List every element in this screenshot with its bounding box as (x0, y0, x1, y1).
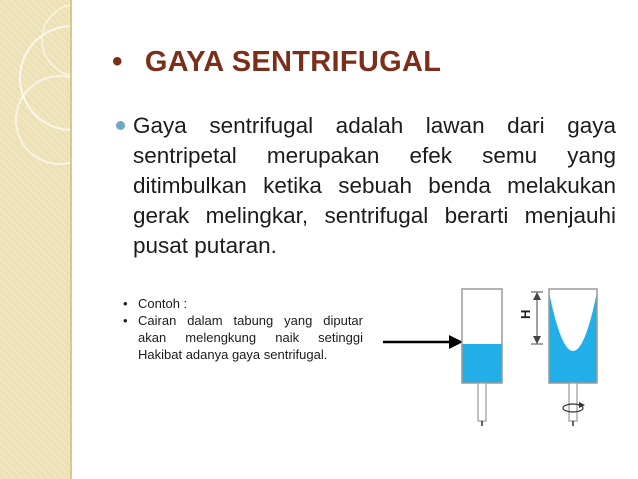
arrow-icon (383, 335, 463, 349)
main-bullet-icon (116, 121, 125, 130)
side-divider (70, 0, 72, 479)
sub-point-text: Contoh : (138, 296, 188, 311)
slide-title (112, 42, 441, 82)
height-marker (518, 292, 543, 344)
title-bullet: • (112, 45, 123, 78)
main-point-text: Gaya sentrifugal adalah lawan dari gaya sentripetal merupakan efek semu yang ditimbulkan ketika sebuah benda melakukan gerak melingkar, sentrifugal berarti menjauhi pusat putaran. (133, 113, 616, 258)
centrifuge-illustration (357, 280, 627, 430)
sub-point (123, 312, 363, 363)
sub-points (123, 295, 363, 363)
sub-point (123, 295, 363, 312)
sub-bullet: • (123, 313, 128, 328)
decorative-circles (0, 0, 70, 479)
static-tube (462, 289, 502, 426)
height-label: H (518, 309, 533, 319)
sub-bullet: • (123, 296, 128, 311)
sub-point-text: Cairan dalam tabung yang diputar akan melengkung naik setinggi Hakibat adanya gaya sentrifugal. (138, 313, 363, 362)
title-text: GAYA SENTRIFUGAL (144, 45, 442, 78)
decorative-side-band (0, 0, 70, 479)
spinning-tube (549, 289, 597, 426)
